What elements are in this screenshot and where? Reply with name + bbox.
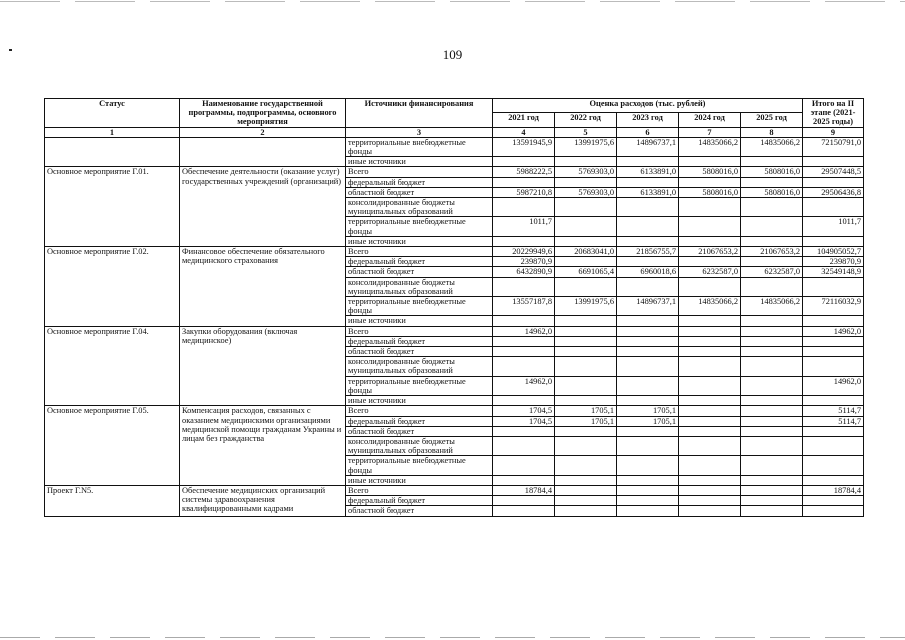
value-cell bbox=[617, 257, 679, 267]
value-cell bbox=[555, 236, 617, 246]
value-cell bbox=[679, 277, 741, 296]
value-cell bbox=[617, 347, 679, 357]
value-cell: 18784,4 bbox=[803, 485, 864, 495]
source-cell: территориальные внебюджетные фонды bbox=[346, 137, 493, 156]
value-cell: 18784,4 bbox=[493, 485, 555, 495]
value-cell bbox=[803, 456, 864, 475]
value-cell bbox=[493, 357, 555, 376]
name-cell bbox=[180, 137, 346, 156]
source-cell: иные источники bbox=[346, 157, 493, 167]
source-cell: Всего bbox=[346, 485, 493, 495]
value-cell bbox=[803, 336, 864, 346]
value-cell bbox=[679, 347, 741, 357]
source-cell: иные источники bbox=[346, 396, 493, 406]
value-cell: 6960018,6 bbox=[617, 267, 679, 277]
value-cell: 239870,9 bbox=[493, 257, 555, 267]
value-cell bbox=[679, 157, 741, 167]
source-cell: федеральный бюджет bbox=[346, 416, 493, 426]
table-row bbox=[45, 406, 864, 416]
value-cell bbox=[493, 347, 555, 357]
value-cell bbox=[555, 426, 617, 436]
value-cell: 6232587,0 bbox=[679, 267, 741, 277]
value-cell bbox=[741, 357, 803, 376]
value-cell: 29507448,5 bbox=[803, 167, 864, 177]
value-cell bbox=[741, 426, 803, 436]
source-cell: иные источники bbox=[346, 316, 493, 326]
value-cell: 5987210,8 bbox=[493, 187, 555, 197]
value-cell bbox=[679, 257, 741, 267]
header-year: 2021 год bbox=[493, 113, 555, 127]
value-cell bbox=[803, 496, 864, 506]
name-cell: Обеспечение деятельности (оказание услуг) государственных учреждений (организаций) bbox=[180, 167, 346, 247]
value-cell bbox=[493, 456, 555, 475]
value-cell bbox=[741, 396, 803, 406]
header-year: 2024 год bbox=[679, 113, 741, 127]
page-number: 109 bbox=[442, 47, 463, 62]
source-cell: консолидированные бюджеты муниципальных образований bbox=[346, 277, 493, 296]
value-cell bbox=[803, 506, 864, 516]
value-cell bbox=[493, 177, 555, 187]
value-cell bbox=[741, 236, 803, 246]
table-row bbox=[45, 326, 864, 336]
value-cell: 21067653,2 bbox=[741, 247, 803, 257]
value-cell: 14835066,2 bbox=[679, 297, 741, 316]
value-cell bbox=[555, 396, 617, 406]
source-cell: территориальные внебюджетные фонды bbox=[346, 376, 493, 395]
value-cell bbox=[803, 357, 864, 376]
value-cell: 6133891,0 bbox=[617, 167, 679, 177]
source-cell: областной бюджет bbox=[346, 267, 493, 277]
value-cell bbox=[803, 347, 864, 357]
value-cell bbox=[555, 277, 617, 296]
value-cell bbox=[617, 357, 679, 376]
value-cell: 32549148,9 bbox=[803, 267, 864, 277]
header-total: Итого на II этапе (2021-2025 годы) bbox=[803, 99, 864, 128]
value-cell bbox=[741, 456, 803, 475]
value-cell bbox=[617, 485, 679, 495]
value-cell: 1704,5 bbox=[493, 416, 555, 426]
value-cell bbox=[617, 475, 679, 485]
value-cell: 13991975,6 bbox=[555, 297, 617, 316]
header-year: 2025 год bbox=[741, 113, 803, 127]
value-cell bbox=[679, 236, 741, 246]
value-cell: 5808016,0 bbox=[679, 167, 741, 177]
value-cell: 14962,0 bbox=[493, 376, 555, 395]
value-cell bbox=[679, 496, 741, 506]
value-cell bbox=[679, 336, 741, 346]
value-cell: 1011,7 bbox=[803, 217, 864, 236]
value-cell bbox=[679, 475, 741, 485]
value-cell bbox=[679, 316, 741, 326]
value-cell bbox=[617, 436, 679, 455]
name-cell: Закупки оборудования (включая медицинское) bbox=[180, 326, 346, 406]
value-cell bbox=[493, 506, 555, 516]
scan-top-edge bbox=[0, 1, 905, 2]
status-cell: Проект Г.N5. bbox=[45, 485, 180, 516]
table-row bbox=[45, 157, 864, 167]
value-cell bbox=[617, 198, 679, 217]
value-cell bbox=[741, 257, 803, 267]
value-cell bbox=[555, 336, 617, 346]
value-cell bbox=[555, 436, 617, 455]
name-cell: Обеспечение медицинских организаций системы здравоохранения квалифицированными кадрами bbox=[180, 485, 346, 516]
value-cell bbox=[617, 277, 679, 296]
value-cell bbox=[741, 347, 803, 357]
value-cell: 13991975,6 bbox=[555, 137, 617, 156]
value-cell bbox=[617, 456, 679, 475]
header-name: Наименование государственной программы, подпрограммы, основного мероприятия bbox=[180, 99, 346, 128]
name-cell: Финансовое обеспечение обязательного медицинского страхования bbox=[180, 247, 346, 327]
value-cell bbox=[555, 357, 617, 376]
value-cell bbox=[617, 396, 679, 406]
name-cell bbox=[180, 157, 346, 167]
value-cell: 14962,0 bbox=[803, 376, 864, 395]
column-index: 2 bbox=[180, 127, 346, 137]
value-cell bbox=[741, 436, 803, 455]
value-cell: 5808016,0 bbox=[679, 187, 741, 197]
value-cell: 6232587,0 bbox=[741, 267, 803, 277]
source-cell: федеральный бюджет bbox=[346, 336, 493, 346]
source-cell: областной бюджет bbox=[346, 506, 493, 516]
value-cell: 5808016,0 bbox=[741, 187, 803, 197]
value-cell: 1011,7 bbox=[493, 217, 555, 236]
value-cell bbox=[617, 376, 679, 395]
value-cell: 29506436,8 bbox=[803, 187, 864, 197]
value-cell bbox=[803, 236, 864, 246]
value-cell bbox=[741, 485, 803, 495]
source-cell: областной бюджет bbox=[346, 347, 493, 357]
value-cell bbox=[555, 177, 617, 187]
value-cell bbox=[679, 198, 741, 217]
header-estimate: Оценка расходов (тыс. рублей) bbox=[493, 99, 803, 113]
value-cell bbox=[555, 376, 617, 395]
value-cell bbox=[617, 496, 679, 506]
header-source: Источники финансирования bbox=[346, 99, 493, 128]
value-cell bbox=[803, 198, 864, 217]
value-cell bbox=[493, 236, 555, 246]
value-cell: 6432890,9 bbox=[493, 267, 555, 277]
name-cell: Компенсация расходов, связанных с оказанием медицинскими организациями медицинской помощи гражданам Украины и лицам без гражданства bbox=[180, 406, 346, 486]
value-cell: 5769303,0 bbox=[555, 187, 617, 197]
value-cell bbox=[555, 506, 617, 516]
value-cell bbox=[741, 376, 803, 395]
table-body bbox=[45, 137, 864, 516]
value-cell bbox=[555, 157, 617, 167]
source-cell: иные источники bbox=[346, 475, 493, 485]
value-cell bbox=[741, 336, 803, 346]
value-cell: 6133891,0 bbox=[617, 187, 679, 197]
column-index: 7 bbox=[679, 127, 741, 137]
value-cell bbox=[741, 475, 803, 485]
value-cell: 14896737,1 bbox=[617, 137, 679, 156]
value-cell bbox=[803, 277, 864, 296]
value-cell bbox=[741, 496, 803, 506]
scan-bottom-edge bbox=[0, 637, 905, 638]
value-cell bbox=[679, 416, 741, 426]
value-cell bbox=[803, 436, 864, 455]
value-cell: 20683041,0 bbox=[555, 247, 617, 257]
source-cell: областной бюджет bbox=[346, 187, 493, 197]
value-cell bbox=[493, 426, 555, 436]
value-cell: 104905052,7 bbox=[803, 247, 864, 257]
value-cell bbox=[741, 316, 803, 326]
source-cell: иные источники bbox=[346, 236, 493, 246]
value-cell: 1705,1 bbox=[617, 406, 679, 416]
value-cell: 14962,0 bbox=[493, 326, 555, 336]
source-cell: областной бюджет bbox=[346, 426, 493, 436]
value-cell bbox=[617, 326, 679, 336]
value-cell bbox=[679, 506, 741, 516]
table-row bbox=[45, 485, 864, 495]
value-cell bbox=[493, 496, 555, 506]
column-index: 5 bbox=[555, 127, 617, 137]
status-cell: Основное мероприятие Г.04. bbox=[45, 326, 180, 406]
budget-table bbox=[44, 98, 864, 517]
source-cell: Всего bbox=[346, 326, 493, 336]
value-cell bbox=[803, 396, 864, 406]
status-cell: Основное мероприятие Г.02. bbox=[45, 247, 180, 327]
value-cell bbox=[679, 436, 741, 455]
value-cell bbox=[555, 347, 617, 357]
value-cell: 1705,1 bbox=[617, 416, 679, 426]
value-cell bbox=[741, 406, 803, 416]
value-cell: 21856755,7 bbox=[617, 247, 679, 257]
value-cell bbox=[803, 177, 864, 187]
source-cell: консолидированные бюджеты муниципальных образований bbox=[346, 436, 493, 455]
value-cell bbox=[555, 456, 617, 475]
value-cell bbox=[679, 357, 741, 376]
value-cell bbox=[679, 326, 741, 336]
value-cell: 21067653,2 bbox=[679, 247, 741, 257]
source-cell: федеральный бюджет bbox=[346, 496, 493, 506]
value-cell bbox=[555, 316, 617, 326]
source-cell: консолидированные бюджеты муниципальных образований bbox=[346, 198, 493, 217]
value-cell bbox=[741, 326, 803, 336]
value-cell bbox=[679, 376, 741, 395]
value-cell bbox=[741, 277, 803, 296]
value-cell bbox=[741, 157, 803, 167]
status-cell: Основное мероприятие Г.05. bbox=[45, 406, 180, 486]
value-cell: 14835066,2 bbox=[741, 137, 803, 156]
value-cell bbox=[803, 157, 864, 167]
value-cell bbox=[555, 496, 617, 506]
source-cell: Всего bbox=[346, 167, 493, 177]
value-cell: 72150791,0 bbox=[803, 137, 864, 156]
value-cell bbox=[493, 277, 555, 296]
value-cell bbox=[493, 316, 555, 326]
value-cell: 6691065,4 bbox=[555, 267, 617, 277]
value-cell bbox=[679, 485, 741, 495]
value-cell bbox=[803, 316, 864, 326]
table-row bbox=[45, 137, 864, 156]
column-index: 8 bbox=[741, 127, 803, 137]
value-cell: 1705,1 bbox=[555, 406, 617, 416]
value-cell bbox=[555, 198, 617, 217]
source-cell: консолидированные бюджеты муниципальных образований bbox=[346, 357, 493, 376]
table-row bbox=[45, 167, 864, 177]
value-cell bbox=[617, 426, 679, 436]
value-cell: 14962,0 bbox=[803, 326, 864, 336]
value-cell: 72116032,9 bbox=[803, 297, 864, 316]
value-cell bbox=[741, 177, 803, 187]
value-cell: 1704,5 bbox=[493, 406, 555, 416]
value-cell bbox=[803, 426, 864, 436]
value-cell bbox=[617, 177, 679, 187]
value-cell: 5769303,0 bbox=[555, 167, 617, 177]
value-cell: 5114,7 bbox=[803, 416, 864, 426]
value-cell bbox=[679, 406, 741, 416]
value-cell: 20229949,6 bbox=[493, 247, 555, 257]
value-cell: 14896737,1 bbox=[617, 297, 679, 316]
source-cell: территориальные внебюджетные фонды bbox=[346, 217, 493, 236]
value-cell bbox=[555, 217, 617, 236]
table-row bbox=[45, 247, 864, 257]
value-cell bbox=[679, 177, 741, 187]
value-cell bbox=[493, 396, 555, 406]
value-cell bbox=[555, 257, 617, 267]
value-cell bbox=[741, 416, 803, 426]
value-cell bbox=[741, 506, 803, 516]
value-cell bbox=[679, 217, 741, 236]
value-cell: 239870,9 bbox=[803, 257, 864, 267]
value-cell bbox=[803, 475, 864, 485]
value-cell bbox=[679, 396, 741, 406]
header-year: 2023 год bbox=[617, 113, 679, 127]
header-year: 2022 год bbox=[555, 113, 617, 127]
column-index: 9 bbox=[803, 127, 864, 137]
value-cell bbox=[679, 426, 741, 436]
value-cell bbox=[493, 436, 555, 455]
value-cell bbox=[493, 157, 555, 167]
value-cell: 13557187,8 bbox=[493, 297, 555, 316]
value-cell: 5988222,5 bbox=[493, 167, 555, 177]
value-cell bbox=[741, 198, 803, 217]
value-cell: 14835066,2 bbox=[679, 137, 741, 156]
value-cell bbox=[555, 326, 617, 336]
value-cell: 5114,7 bbox=[803, 406, 864, 416]
value-cell bbox=[617, 336, 679, 346]
column-index: 6 bbox=[617, 127, 679, 137]
value-cell bbox=[617, 217, 679, 236]
status-cell bbox=[45, 137, 180, 156]
value-cell bbox=[617, 506, 679, 516]
column-index: 4 bbox=[493, 127, 555, 137]
source-cell: Всего bbox=[346, 247, 493, 257]
value-cell bbox=[493, 475, 555, 485]
value-cell bbox=[493, 336, 555, 346]
value-cell bbox=[617, 316, 679, 326]
source-cell: федеральный бюджет bbox=[346, 257, 493, 267]
source-cell: территориальные внебюджетные фонды bbox=[346, 456, 493, 475]
status-cell bbox=[45, 157, 180, 167]
value-cell: 1705,1 bbox=[555, 416, 617, 426]
header-status: Статус bbox=[45, 99, 180, 128]
status-cell: Основное мероприятие Г.01. bbox=[45, 167, 180, 247]
value-cell: 5808016,0 bbox=[741, 167, 803, 177]
column-index: 1 bbox=[45, 127, 180, 137]
value-cell bbox=[617, 236, 679, 246]
source-cell: федеральный бюджет bbox=[346, 177, 493, 187]
source-cell: Всего bbox=[346, 406, 493, 416]
value-cell: 14835066,2 bbox=[741, 297, 803, 316]
source-cell: территориальные внебюджетные фонды bbox=[346, 297, 493, 316]
value-cell: 13591945,9 bbox=[493, 137, 555, 156]
value-cell bbox=[493, 198, 555, 217]
value-cell bbox=[555, 485, 617, 495]
value-cell bbox=[617, 157, 679, 167]
column-index: 3 bbox=[346, 127, 493, 137]
value-cell bbox=[555, 475, 617, 485]
value-cell bbox=[679, 456, 741, 475]
value-cell bbox=[741, 217, 803, 236]
